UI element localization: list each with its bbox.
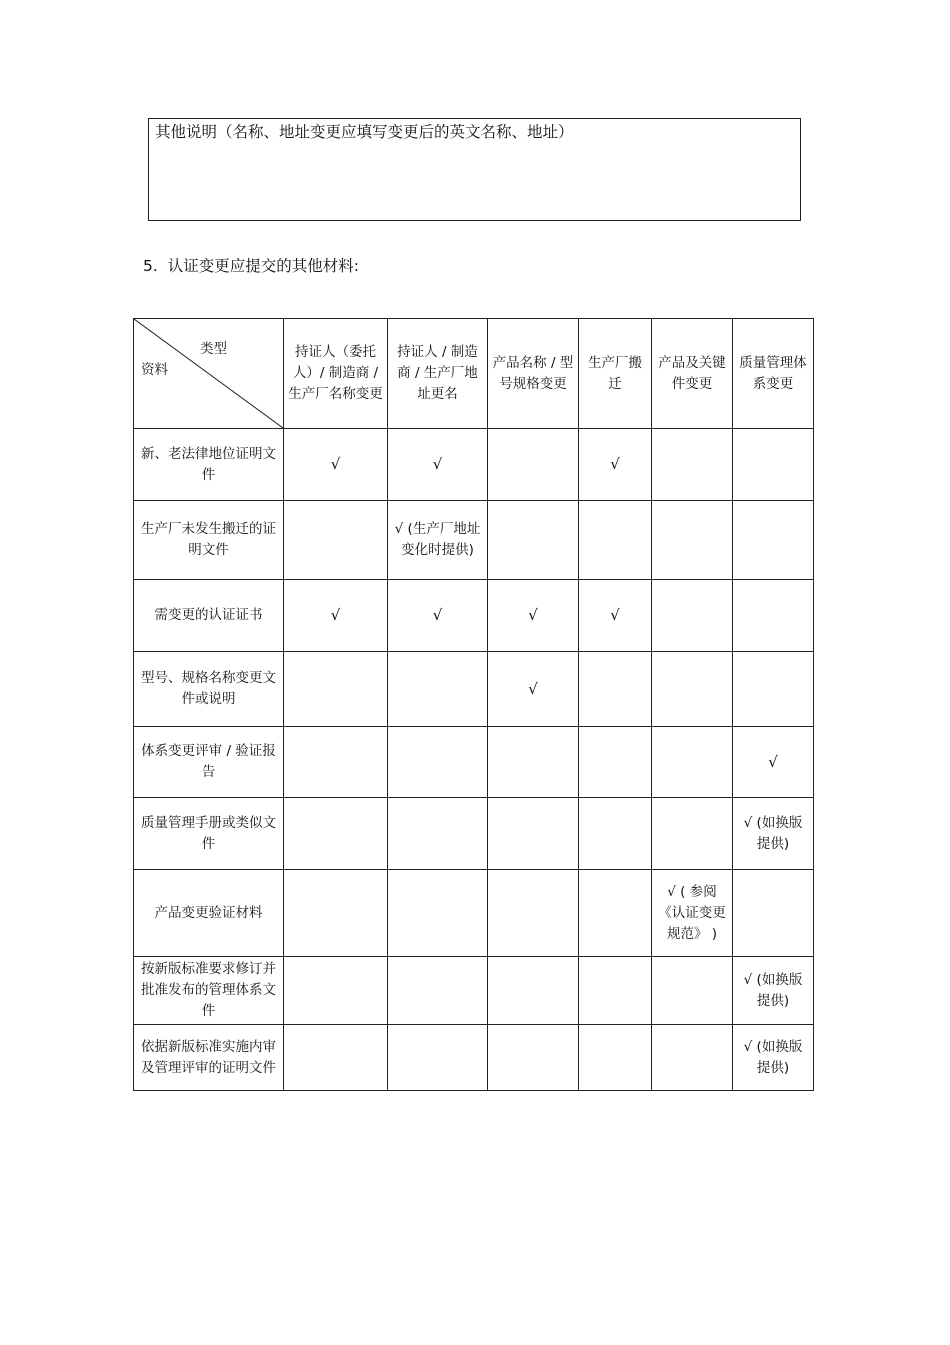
table-cell: √ (如换版提供) — [733, 957, 814, 1025]
row-label: 体系变更评审 / 验证报告 — [134, 727, 284, 798]
table-cell — [488, 501, 579, 580]
table-cell — [652, 1025, 733, 1091]
table-cell — [488, 727, 579, 798]
table-cell — [284, 1025, 388, 1091]
table-cell: √ — [579, 429, 652, 501]
table-cell — [488, 957, 579, 1025]
table-cell: √ — [388, 429, 488, 501]
table-cell — [579, 501, 652, 580]
row-label: 生产厂未发生搬迁的证明文件 — [134, 501, 284, 580]
table-cell: √ — [284, 580, 388, 652]
table-cell: √ (如换版提供) — [733, 798, 814, 870]
table-cell — [388, 727, 488, 798]
table-cell — [652, 429, 733, 501]
corner-material-label: 资料 — [141, 362, 168, 378]
table-cell — [284, 957, 388, 1025]
table-cell — [733, 501, 814, 580]
header-holder-name-change: 持证人（委托人）/ 制造商 / 生产厂名称变更 — [284, 319, 388, 429]
diagonal-corner-cell — [134, 319, 284, 429]
other-notes-label: 其他说明（名称、地址变更应填写变更后的英文名称、地址） — [155, 123, 574, 141]
table-cell: √ — [733, 727, 814, 798]
table-cell — [652, 501, 733, 580]
table-cell — [579, 798, 652, 870]
table-cell — [652, 798, 733, 870]
table-cell — [579, 957, 652, 1025]
table-cell — [733, 429, 814, 501]
table-cell — [284, 798, 388, 870]
row-label: 型号、规格名称变更文件或说明 — [134, 652, 284, 727]
header-product-component-change: 产品及关键件变更 — [652, 319, 733, 429]
header-qms-change: 质量管理体系变更 — [733, 319, 814, 429]
table-cell — [388, 798, 488, 870]
table-cell — [488, 870, 579, 957]
table-cell — [733, 652, 814, 727]
table-cell — [652, 580, 733, 652]
table-cell — [388, 957, 488, 1025]
section-heading — [143, 255, 359, 277]
table-cell — [488, 429, 579, 501]
table-cell — [284, 727, 388, 798]
header-address-change: 持证人 / 制造商 / 生产厂地址更名 — [388, 319, 488, 429]
table-row — [134, 870, 814, 957]
table-cell: √ (生产厂地址变化时提供) — [388, 501, 488, 580]
table-cell — [652, 957, 733, 1025]
table-row — [134, 652, 814, 727]
table-cell — [579, 727, 652, 798]
table-row — [134, 501, 814, 580]
table-cell: √ ( 参阅《认证变更规范》 ) — [652, 870, 733, 957]
table-row — [134, 580, 814, 652]
row-label: 依据新版标准实施内审及管理评审的证明文件 — [134, 1025, 284, 1091]
table-cell: √ — [284, 429, 388, 501]
header-factory-relocation: 生产厂搬迁 — [579, 319, 652, 429]
table-cell — [579, 1025, 652, 1091]
other-notes-box — [148, 118, 801, 221]
section-number: 5. — [143, 257, 158, 275]
row-label: 需变更的认证证书 — [134, 580, 284, 652]
table-cell — [488, 798, 579, 870]
table-cell — [652, 727, 733, 798]
table-row — [134, 429, 814, 501]
table-cell — [284, 652, 388, 727]
table-row — [134, 957, 814, 1025]
table-cell: √ — [388, 580, 488, 652]
row-label: 按新版标准要求修订并批准发布的管理体系文件 — [134, 957, 284, 1025]
table-header-row — [134, 319, 814, 429]
table-cell — [733, 580, 814, 652]
row-label: 产品变更验证材料 — [134, 870, 284, 957]
table-cell — [579, 652, 652, 727]
table-row — [134, 798, 814, 870]
table-cell — [284, 501, 388, 580]
table-row — [134, 727, 814, 798]
table-cell — [488, 1025, 579, 1091]
table-cell: √ (如换版提供) — [733, 1025, 814, 1091]
section-title: 认证变更应提交的其他材料: — [167, 257, 360, 275]
table-cell — [388, 1025, 488, 1091]
table-cell — [579, 870, 652, 957]
table-row — [134, 1025, 814, 1091]
table-cell — [388, 652, 488, 727]
table-cell — [733, 870, 814, 957]
materials-table — [133, 318, 814, 1091]
table-cell — [652, 652, 733, 727]
row-label: 新、老法律地位证明文件 — [134, 429, 284, 501]
table-cell — [284, 870, 388, 957]
corner-type-label: 类型 — [200, 341, 227, 357]
table-cell — [388, 870, 488, 957]
header-model-change: 产品名称 / 型号规格变更 — [488, 319, 579, 429]
table-cell: √ — [488, 580, 579, 652]
table-cell: √ — [579, 580, 652, 652]
table-cell: √ — [488, 652, 579, 727]
row-label: 质量管理手册或类似文件 — [134, 798, 284, 870]
